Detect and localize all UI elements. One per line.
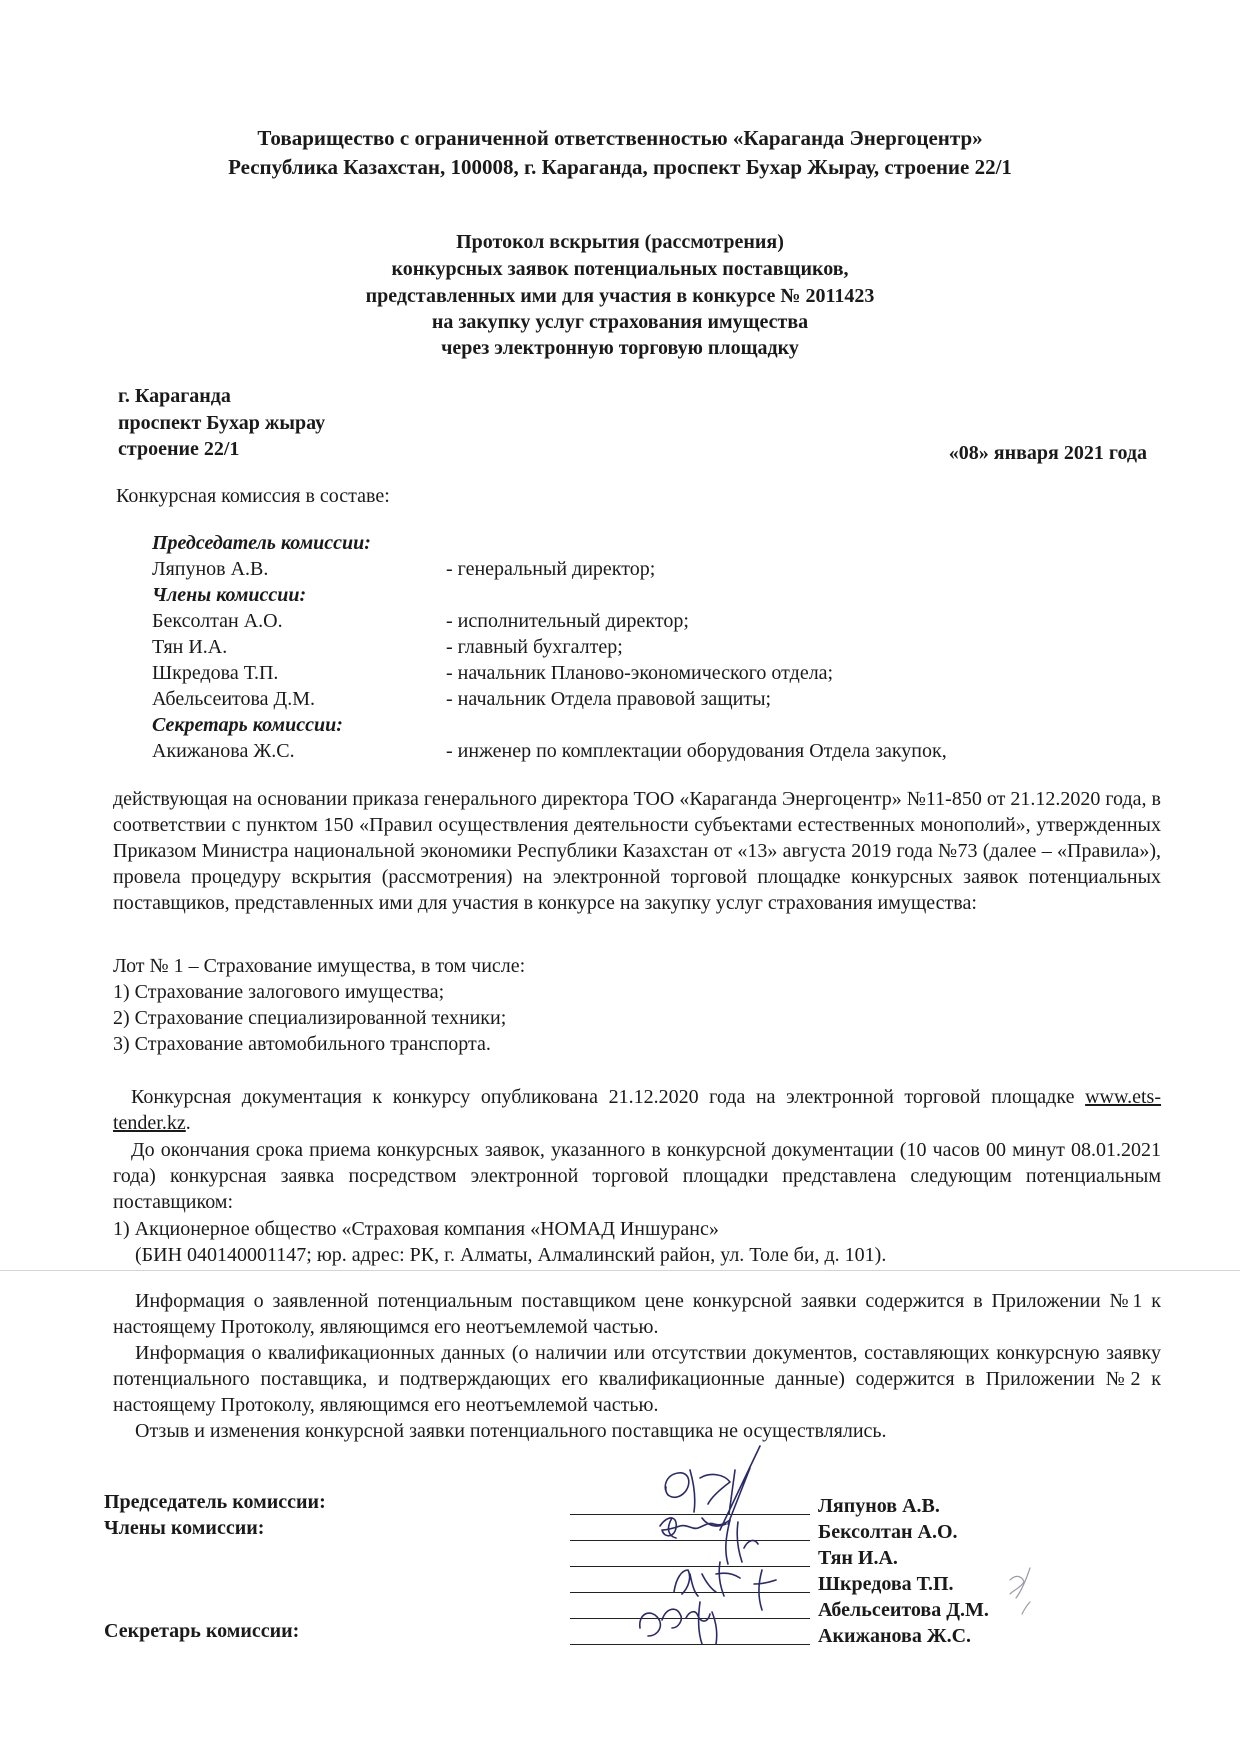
members-heading: Члены комиссии: [152,584,307,606]
sig-members-label: Члены комиссии: [104,1517,265,1539]
secretary-heading: Секретарь комиссии: [152,714,343,736]
sig-chair-label: Председатель комиссии: [104,1491,326,1513]
location-city: г. Караганда [118,385,231,407]
supplier-name: 1) Акционерное общество «Страховая компания «НОМАД Иншуранс» [113,1218,719,1240]
title-line-5: через электронную торговую площадку [441,337,799,359]
signature-akizhanova [640,1602,717,1644]
signature-mark [1010,1568,1030,1614]
signature-shkredova [674,1562,776,1610]
sig-name: Бексолтан А.О. [818,1521,958,1543]
title-line-4: на закупку услуг страхования имущества [431,311,809,333]
title-line-1: Протокол вскрытия (рассмотрения) [456,231,784,253]
body-paragraph-1: действующая на основании приказа генерального директора ТОО «Караганда Энергоцентр» №11-850 от 21.12.2020 года, в соответствии с пунктом 150 «Правил осуществления деятельности субъектами естественных монополий», утвержденных Приказом Министра национальной экономики Республики Казахстан от «13» августа 2019 года №73 (далее – «Правила»), провела процедуру вскрытия (рассмотрения) на электронной торговой площадке конкурсных заявок потенциальных поставщиков, представленных ими для участия в конкурсе на закупку услуг страхования имущества: [113,788,1161,914]
member-name: Тян И.А. [152,636,228,658]
member-position: - генеральный директор; [446,558,656,580]
sig-secretary-label: Секретарь комиссии: [104,1620,300,1642]
signature-tyan [726,1520,758,1564]
member-name: Акижанова Ж.С. [152,740,295,762]
location-street: проспект Бухар жырау [118,412,326,434]
body-paragraph-5: Информация о квалификационных данных (о наличии или отсутствии документов, составляющих конкурсную заявку потенциального поставщика, и подтверждающих его квалификационные данные) содержится в Приложении №2 к настоящему Протоколу, являющимся его неотъемлемой частью. [113,1342,1161,1416]
para2-text: Конкурсная документация к конкурсу опубликована 21.12.2020 года на электронной торговой площадке [131,1086,1075,1108]
lot-item: 1) Страхование залогового имущества; [113,981,445,1003]
body-paragraph-4: Информация о заявленной потенциальным поставщиком цене конкурсной заявки содержится в Приложении №1 к настоящему Протоколу, являющимся его неотъемлемой частью. [113,1290,1161,1338]
document-date: «08» января 2021 года [948,442,1147,464]
company-address: Республика Казахстан, 100008, г. Караганда, проспект Бухар Жырау, строение 22/1 [228,155,1012,179]
member-name: Бексолтан А.О. [152,610,283,632]
member-name: Шкредова Т.П. [152,662,279,684]
chair-heading: Председатель комиссии: [152,532,371,554]
sig-name: Ляпунов А.В. [818,1495,940,1517]
member-position: - исполнительный директор; [446,610,689,632]
lot-title: Лот № 1 – Страхование имущества, в том числе: [113,955,526,977]
signature-beksoltan [660,1518,730,1538]
location-building: строение 22/1 [118,438,240,460]
lot-item: 2) Страхование специализированной техники; [113,1007,507,1029]
member-position: - начальник Планово-экономического отдела; [446,662,834,684]
title-line-3: представленных ими для участия в конкурсе № 2011423 [365,285,875,307]
title-line-2: конкурсных заявок потенциальных поставщиков, [391,258,849,280]
company-name: Товарищество с ограниченной ответственностью «Караганда Энергоцентр» [257,126,983,150]
body-paragraph-6: Отзыв и изменения конкурсной заявки потенциального поставщика не осуществлялись. [135,1420,887,1442]
sig-name: Тян И.А. [818,1547,898,1569]
sig-name: Шкредова Т.П. [818,1573,954,1595]
member-position: - инженер по комплектации оборудования Отдела закупок, [446,740,947,762]
body-paragraph-3: До окончания срока приема конкурсных заявок, указанного в конкурсной документации (10 часов 00 минут 08.01.2021 года) конкурсная заявка посредством электронной торговой площадки представлена следующим потенциальным поставщиком: [113,1139,1161,1213]
ets-tender-link[interactable]: www.ets-tender.kz [113,1086,1162,1134]
member-name: Ляпунов А.В. [152,558,269,580]
signature-lyapunov [665,1446,760,1530]
lot-item: 3) Страхование автомобильного транспорта. [113,1033,491,1055]
member-position: - начальник Отдела правовой защиты; [446,688,772,710]
member-position: - главный бухгалтер; [446,636,623,658]
member-name: Абельсеитова Д.М. [152,688,315,710]
sig-name: Абельсеитова Д.М. [818,1599,989,1621]
link-suffix: . [185,1112,191,1134]
supplier-details: (БИН 040140001147; юр. адрес: РК, г. Алматы, Алмалинский район, ул. Толе би, д. 101). [135,1244,887,1266]
sig-name: Акижанова Ж.С. [818,1625,972,1647]
commission-intro: Конкурсная комиссия в составе: [116,485,390,507]
